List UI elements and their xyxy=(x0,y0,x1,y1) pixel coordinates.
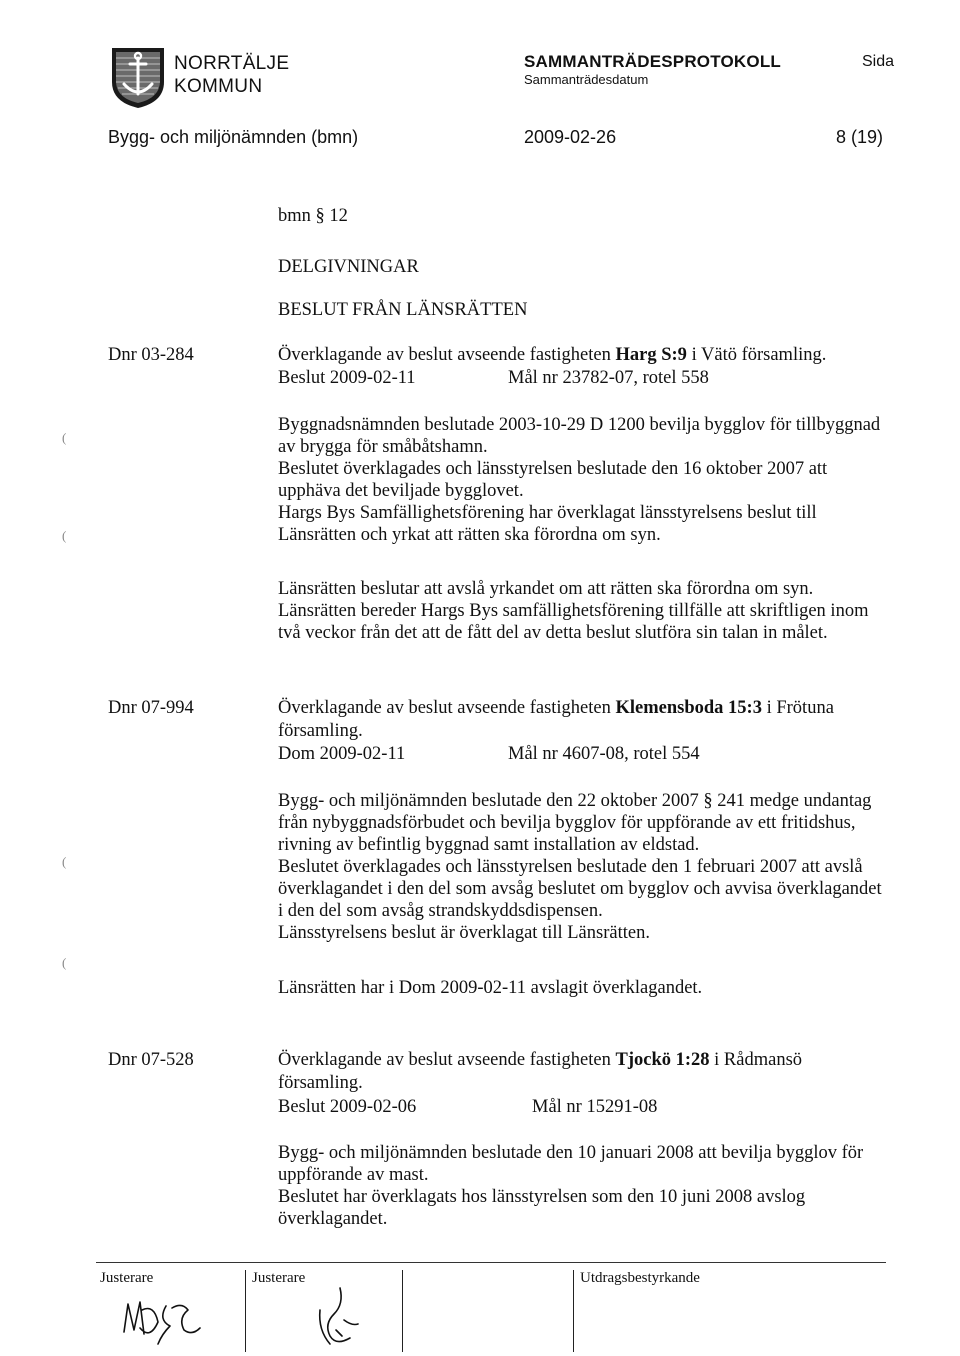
footer-utdragsbestyrkande: Utdragsbestyrkande xyxy=(580,1270,700,1286)
body-line: av brygga för småbåtshamn. xyxy=(278,437,488,457)
protocol-date-label: Sammanträdesdatum xyxy=(524,72,649,87)
board-name: Bygg- och miljönämnden (bmn) xyxy=(108,127,359,147)
case-2-appeal-text: Överklagande av beslut avseende fastigheten xyxy=(278,698,616,718)
signature-initials-1 xyxy=(118,1290,228,1350)
case-2-body xyxy=(278,790,882,944)
municipality-name-line1: NORRTÄLJE xyxy=(174,53,290,74)
body-line: Bygg- och miljönämnden beslutade den 22 oktober 2007 § 241 medge undantag xyxy=(278,791,872,811)
footer-divider xyxy=(245,1270,246,1352)
case-3-dnr: Dnr 07-528 xyxy=(108,1050,194,1070)
body-line: Hargs Bys Samfällighetsförening har överklagat länsstyrelsens beslut till xyxy=(278,503,817,523)
page-label: Sida xyxy=(862,53,895,70)
result-line: Länsrätten bereder Hargs Bys samfällighetsförening tillfälle att skriftligen inom xyxy=(278,601,869,621)
result-line: Länsrätten har i Dom 2009-02-11 avslagit överklagandet. xyxy=(278,978,703,998)
footer-divider xyxy=(573,1270,574,1352)
case-2-property: Klemensboda 15:3 xyxy=(615,698,762,718)
section-subtitle: BESLUT FRÅN LÄNSRÄTTEN xyxy=(278,300,528,320)
meeting-date: 2009-02-26 xyxy=(524,127,617,147)
municipality-name xyxy=(174,52,289,98)
body-line: överklagandet i den del som avsåg beslutet om bygglov och avvisa överklagandet xyxy=(278,879,882,899)
case-1-decision: Beslut 2009-02-11 xyxy=(278,368,416,388)
scan-margin-mark: ( xyxy=(62,854,67,869)
case-2-dnr: Dnr 07-994 xyxy=(108,698,194,718)
case-1-appeal-parish: i Vätö församling. xyxy=(686,345,827,365)
case-3-appeal xyxy=(278,1049,802,1071)
case-1-result xyxy=(278,578,868,644)
case-2-result xyxy=(278,977,702,999)
case-2-decision: Dom 2009-02-11 xyxy=(278,744,406,764)
footer-justerare-2: Justerare xyxy=(252,1270,306,1286)
paragraph-reference: bmn § 12 xyxy=(278,206,348,226)
case-3-appeal-text: Överklagande av beslut avseende fastigheten xyxy=(278,1050,616,1070)
body-line: rivning av befintlig byggnad samt installation av eldstad. xyxy=(278,835,700,855)
body-line: Beslutet överklagades och länsstyrelsen beslutade den 16 oktober 2007 att xyxy=(278,459,828,479)
case-1-appeal xyxy=(278,344,826,366)
footer-divider xyxy=(402,1270,403,1352)
body-line: upphäva det beviljade bygglovet. xyxy=(278,481,524,501)
footer-justerare-1: Justerare xyxy=(100,1270,154,1286)
body-line: Länsrätten och yrkat att rätten ska förordna om syn. xyxy=(278,525,661,545)
case-2-appeal-parish: i Frötuna xyxy=(761,698,834,718)
case-1-body xyxy=(278,414,880,546)
case-3-case-number: Mål nr 15291-08 xyxy=(532,1097,658,1117)
case-1-dnr: Dnr 03-284 xyxy=(108,345,194,365)
scan-margin-mark: ( xyxy=(62,430,67,445)
page-number: 8 (19) xyxy=(836,127,884,147)
result-line: Länsrätten beslutar att avslå yrkandet om att rätten ska förordna om syn. xyxy=(278,579,814,599)
case-3-appeal-parish: i Rådmansö xyxy=(709,1050,803,1070)
case-3-appeal-cont: församling. xyxy=(278,1073,363,1093)
body-line: Beslutet har överklagats hos länsstyrelsen som den 10 juni 2008 avslog xyxy=(278,1187,806,1207)
case-3-body xyxy=(278,1142,863,1230)
signature-initials-2 xyxy=(300,1280,380,1352)
result-line: två veckor från det att de fått del av detta beslut slutföra sin talan in målet. xyxy=(278,623,828,643)
body-line: Länsstyrelsens beslut är överklagat till Länsrätten. xyxy=(278,923,650,943)
scan-margin-mark: ( xyxy=(62,955,67,970)
body-line: uppförande av mast. xyxy=(278,1165,429,1185)
body-line: överklagandet. xyxy=(278,1209,388,1229)
municipality-name-line2: KOMMUN xyxy=(174,76,263,97)
case-2-appeal xyxy=(278,697,834,719)
case-3-property: Tjockö 1:28 xyxy=(615,1050,710,1070)
section-title: DELGIVNINGAR xyxy=(278,257,419,277)
body-line: Byggnadsnämnden beslutade 2003-10-29 D 1200 bevilja bygglov för tillbyggnad xyxy=(278,415,881,435)
body-line: från nybyggnadsförbudet och bevilja bygglov för uppförande av ett fritidshus, xyxy=(278,813,856,833)
body-line: Bygg- och miljönämnden beslutade den 10 januari 2008 att bevilja bygglov för xyxy=(278,1143,864,1163)
case-2-appeal-cont: församling. xyxy=(278,721,363,741)
case-1-appeal-text: Överklagande av beslut avseende fastigheten xyxy=(278,345,616,365)
municipal-coat-of-arms-logo xyxy=(110,46,166,110)
footer-rule xyxy=(96,1262,886,1263)
scan-margin-mark: ( xyxy=(62,528,67,543)
protocol-title: SAMMANTRÄDESPROTOKOLL xyxy=(524,52,781,71)
case-2-case-number: Mål nr 4607-08, rotel 554 xyxy=(508,744,700,764)
case-1-property: Harg S:9 xyxy=(615,345,687,365)
case-3-decision: Beslut 2009-02-06 xyxy=(278,1097,417,1117)
body-line: Beslutet överklagades och länsstyrelsen beslutade den 1 februari 2007 att avslå xyxy=(278,857,863,877)
body-line: i den del som avsåg strandskyddsdispensen. xyxy=(278,901,603,921)
case-1-case-number: Mål nr 23782-07, rotel 558 xyxy=(508,368,709,388)
